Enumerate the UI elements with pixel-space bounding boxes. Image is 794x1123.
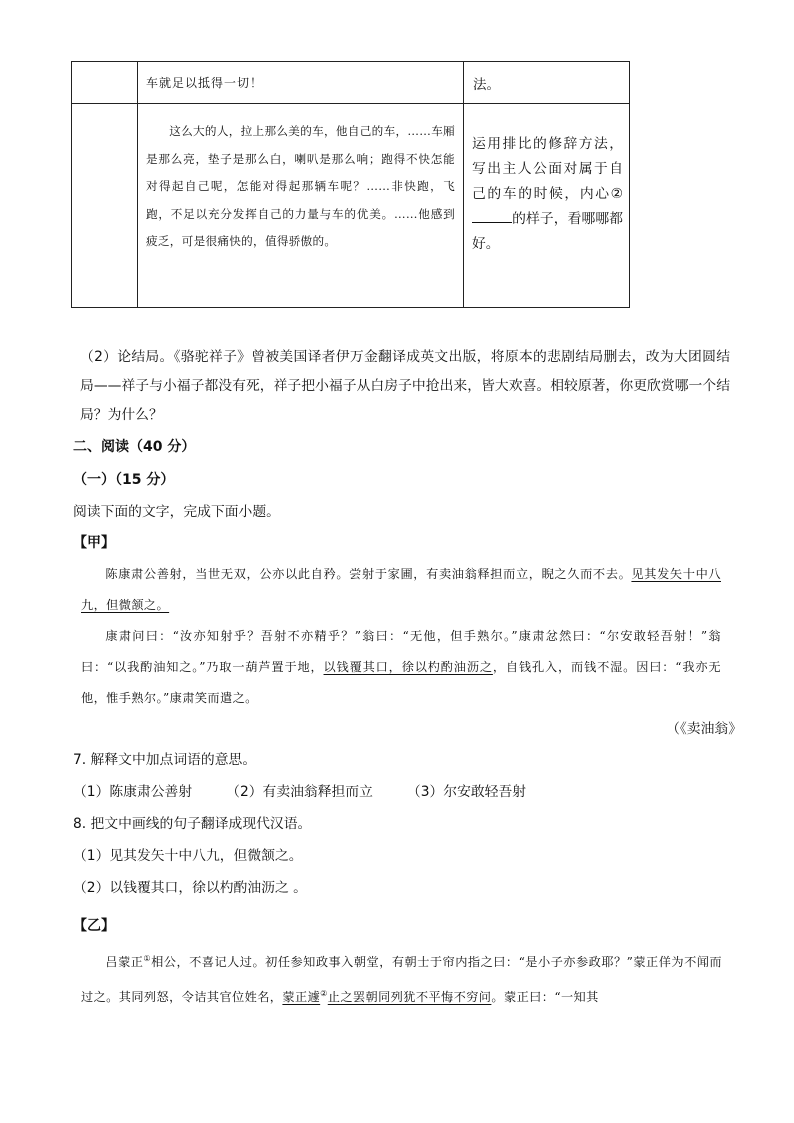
table-answer-block: [464, 104, 629, 257]
table-passage-text: 车就足以抵得一切！: [146, 76, 264, 90]
underlined-sentence: 见其发矢十中八九，但微颔之。: [81, 567, 721, 612]
footnote-marker: ①: [143, 954, 152, 963]
passage-jia-paragraph-2: [81, 621, 721, 714]
section-heading: 二、阅读（40 分）: [73, 439, 196, 455]
yi-text: 相公，不喜记人过。初任参知政事入朝堂，有朝士于帘内指之曰：“是小子亦参政耶？”蒙正佯为不闻而过之。其同列怒，令诘其官位姓名，: [81, 955, 723, 1005]
subsection-heading: （一）（15 分）: [73, 472, 175, 488]
question-8-item-2: （2）以钱覆其口，徐以杓酌油沥之 。: [73, 880, 307, 896]
instruction: 阅读下面的文字，完成下面小题。: [73, 504, 280, 520]
analysis-table: [71, 61, 630, 308]
passage-jia-label: 【甲】: [73, 535, 115, 551]
question-7-items: [73, 778, 723, 807]
footnote-marker: ②: [320, 989, 328, 999]
table-passage-block: [138, 104, 463, 256]
yi-text: 。蒙正曰：“一知其: [491, 990, 599, 1005]
answer-text-before: 运用排比的修辞方法，写出主人公面对属于自己的车的时候，内心②: [472, 136, 623, 202]
passage-yi-label: 【乙】: [73, 918, 115, 934]
underlined-sentence: 止之罢朝同列犹不平悔不穷问: [327, 990, 492, 1005]
table-passage-cell: [138, 62, 464, 104]
underlined-sentence: 蒙正遽: [282, 990, 321, 1005]
q7-item-2: （2）有卖油翁释担而立: [226, 784, 373, 800]
table-passage-cell: [138, 104, 464, 308]
table-answer-cell: [464, 104, 630, 308]
question-8-item-1: （1）见其发矢十中八九，但微颔之。: [73, 848, 303, 864]
question-8: 8. 把文中画线的句子翻译成现代汉语。: [73, 816, 312, 832]
q7-item-1: （1）陈康肃公善射: [73, 784, 193, 800]
passage-jia-paragraph-1: [81, 559, 721, 621]
question-2: （2）论结局。《骆驼祥子》曾被美国译者伊万金翻译成英文出版，将原本的悲剧结局删去，改为大团圆结局——祥子与小福子都没有死，祥子把小福子从白房子中抢出来，皆大欢喜。相较原著，你更欣赏哪一个结局？为什么？: [80, 349, 730, 423]
table-passage-text: 这么大的人，拉上那么美的车，他自己的车，……车厢是那么亮，垫子是那么白，喇叭是那么响；跑得不快怎能对得起自己呢，怎能对得起那辆车呢？……非快跑，飞跑，不足以充分发挥自己的力量与车的优美。……他感到疲乏，可是很痛快的，值得骄傲的。: [146, 124, 455, 248]
underlined-sentence: 以钱覆其口，徐以杓酌油沥之: [323, 660, 493, 674]
table-answer-text: 法。: [473, 77, 500, 93]
table-answer-cell: [464, 62, 630, 104]
jia-text: ，自钱孔入，而钱不湿。因曰：“我亦无他，惟手熟尔。”康肃笑而遣之。: [81, 660, 721, 705]
fill-blank[interactable]: [472, 208, 512, 223]
passage-yi-paragraph: [81, 943, 722, 1013]
q7-item-3: （3）尔安敢轻吾射: [406, 784, 527, 800]
jia-text: 陈康肃公善射，当世无双，公亦以此自矜。尝射于家圃，有卖油翁释担而立，睨之久而不去。: [105, 567, 632, 581]
yi-text: 吕蒙正: [105, 955, 144, 970]
passage-source: （《卖油翁》: [666, 721, 742, 737]
question-7: 7. 解释文中加点词语的意思。: [73, 752, 257, 768]
table-empty-cell: [72, 104, 138, 308]
jia-text: 康肃问曰：“汝亦知射乎？吾射不亦精乎？”翁曰：“无他，但手熟尔。”康肃忿然曰：“尔安敢轻吾射！”翁曰：“以我酌油知之。”乃取一葫芦置于地，: [81, 629, 721, 674]
answer-text-after: 的样子，看哪哪都好。: [472, 211, 623, 252]
table-empty-cell: [72, 62, 138, 104]
